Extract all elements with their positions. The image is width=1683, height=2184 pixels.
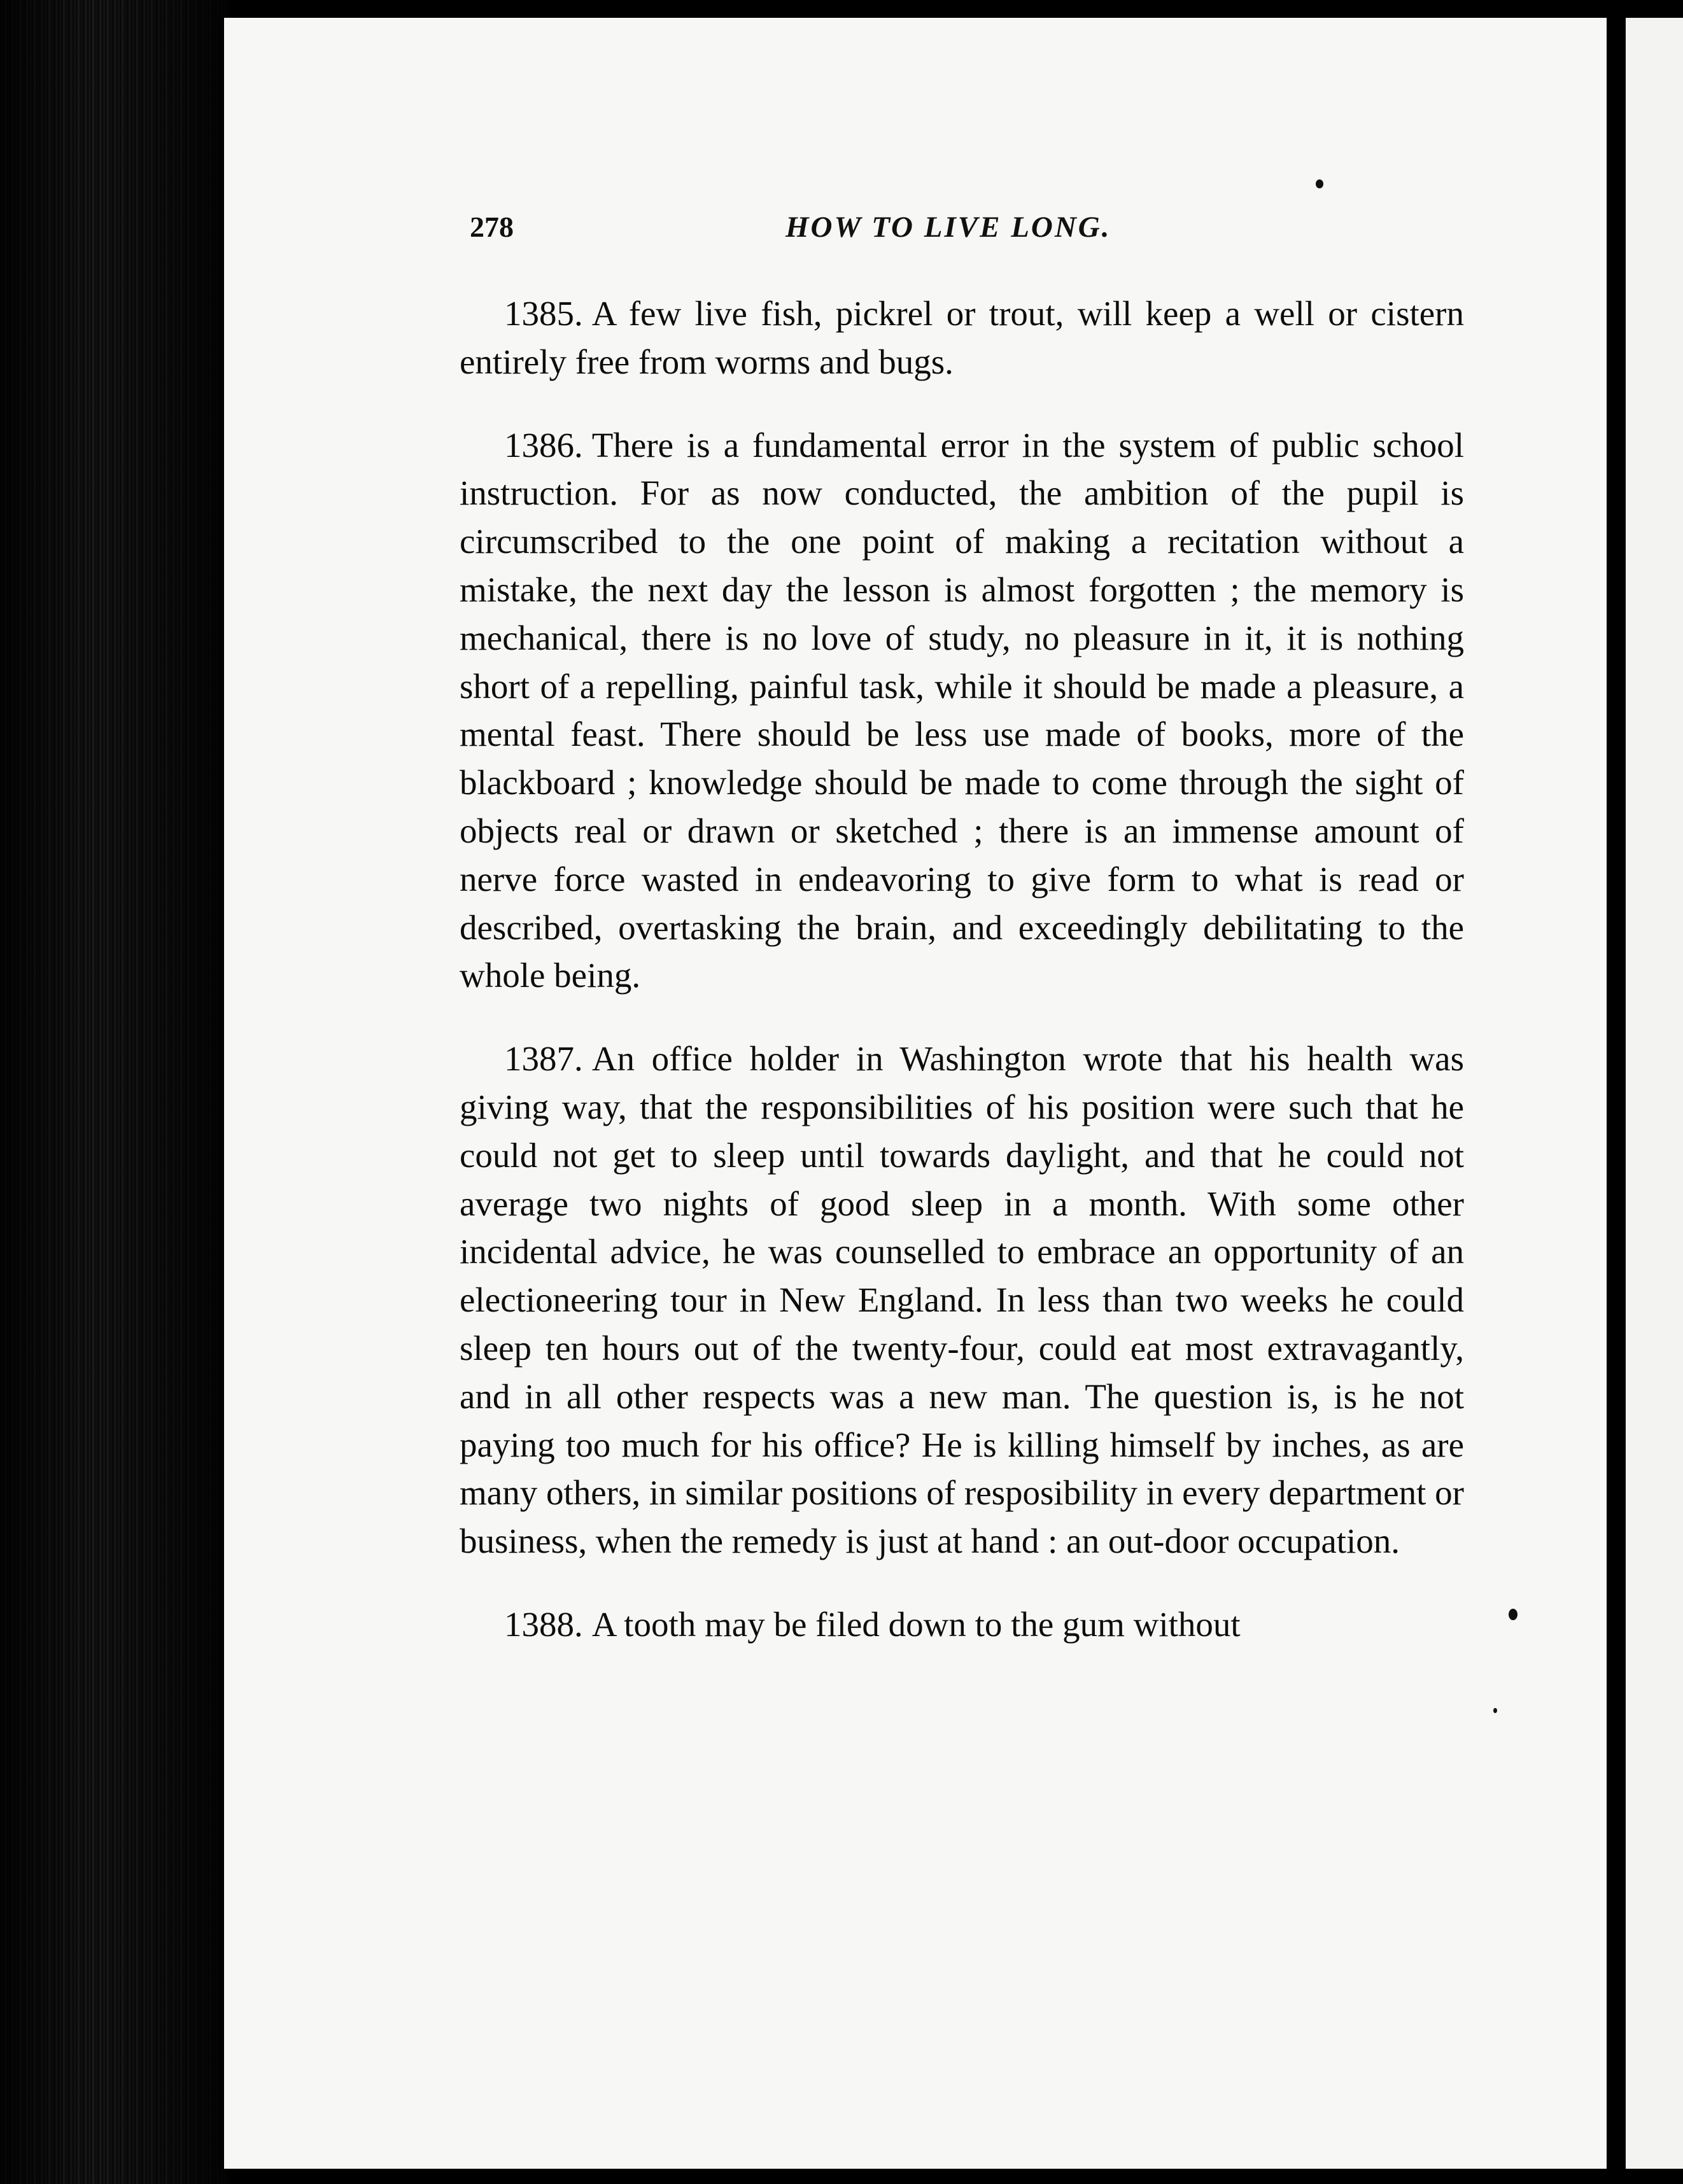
entry-number: 1388.: [504, 1604, 583, 1644]
entry-number: 1385.: [504, 294, 583, 333]
page-number: 278: [470, 211, 514, 243]
entry-number: 1386.: [504, 425, 583, 465]
running-title: HOW TO LIVE LONG.: [785, 211, 1111, 244]
body-text: [460, 290, 1464, 1684]
entry-text: There is a fundamental error in the system of public school instruction. For as now conducted, the ambition of the pupil is circumscribed to the one point of making a recitation without a mistake, the next day the lesson is almost forgotten ; the memory is mechanical, there is no love of study, no pleasure in it, it is nothing short of a repelling, painful task, while it should be made a pleasure, a mental feast. There should be less use made of books, more of the blackboard ; knowledge should be made to come through the sight of objects real or drawn or sketched ; there is an immense amount of nerve force wasted in endeavoring to give form to what is read or described, overtasking the brain, and exceedingly debilitating to the whole being.: [460, 425, 1464, 995]
ink-speck: [1316, 179, 1323, 188]
entry-number: 1387.: [504, 1039, 583, 1079]
ink-speck: [1493, 1708, 1497, 1713]
facing-page-edge: [1626, 18, 1683, 2169]
entry-1385: [460, 290, 1464, 386]
book-edge-shadow: [0, 0, 229, 2184]
entry-text: A few live fish, pickrel or trout, will keep a well or cistern entirely free from worms and bugs.: [460, 294, 1464, 381]
entry-1387: [460, 1035, 1464, 1565]
entry-1388: [460, 1600, 1464, 1649]
entry-text: An office holder in Washington wrote that his health was giving way, that the responsibilities of his position were such that he could not get to sleep until towards daylight, and that he could not average two nights of good sleep in a month. With some other incidental advice, he was counselled to embrace an opportunity of an electioneering tour in New England. In less than two weeks he could sleep ten hours out of the twenty-four, could eat most extravagantly, and in all other respects was a new man. The question is, is he not paying too much for his office? He is killing himself by inches, as are many others, in similar positions of resposibility in every department or business, when the remedy is just at hand : an out-door occupation.: [460, 1039, 1464, 1561]
page-header: [470, 210, 1463, 261]
gutter: [1607, 0, 1626, 2184]
ink-speck: [1509, 1609, 1518, 1620]
entry-1386: [460, 421, 1464, 1000]
entry-text: A tooth may be filed down to the gum without: [591, 1604, 1241, 1644]
